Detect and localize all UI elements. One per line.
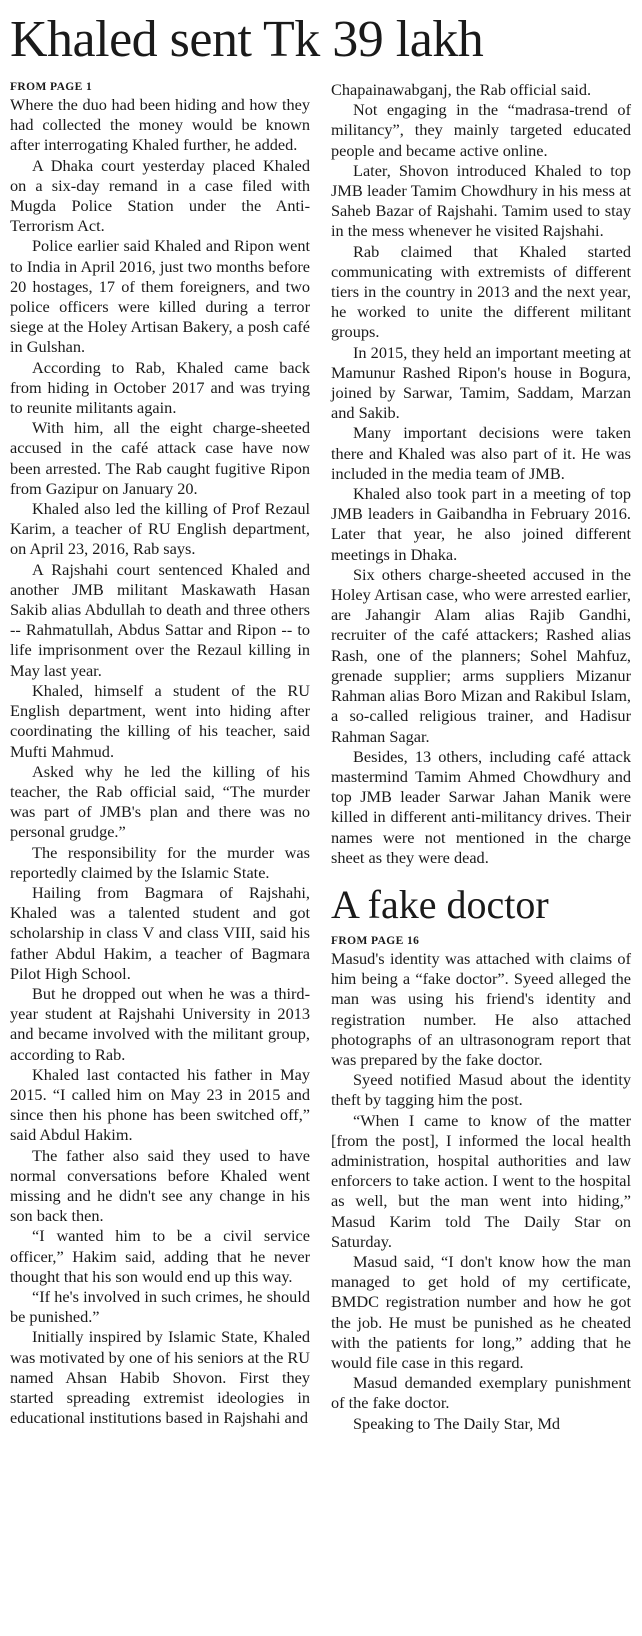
paragraph: Initially inspired by Islamic State, Khaled was motivated by one of his seniors at the RU named Ahsan Habib Shovon. First they started spreading extremist ideologies in educational institutions based in Rajshahi and: [10, 1327, 310, 1428]
paragraph: Khaled also led the killing of Prof Rezaul Karim, a teacher of RU English department, on April 23, 2016, Rab says.: [10, 499, 310, 559]
paragraph: Khaled last contacted his father in May 2015. “I called him on May 23 in 2015 and since then his phone has been switched off,” said Abdul Hakim.: [10, 1064, 310, 1145]
paragraph: The responsibility for the murder was reportedly claimed by the Islamic State.: [10, 842, 310, 882]
paragraph: Masud demanded exemplary punishment of the fake doctor.: [331, 1373, 631, 1413]
dateline: FROM PAGE 16: [331, 934, 420, 947]
paragraph: Masud's identity was attached with claims of him being a “fake doctor”. Syeed alleged the man was using his friend's identity and registration number. He also attached photographs of an ultrasonogram report that was prepared by the fake doctor.: [331, 948, 631, 1069]
paragraph: Syeed notified Masud about the identity theft by tagging him the post.: [331, 1070, 631, 1110]
paragraph: Asked why he led the killing of his teacher, the Rab official said, “The murder was part of JMB's plan and there was no personal grudge.”: [10, 761, 310, 842]
paragraph: Police earlier said Khaled and Ripon went to India in April 2016, just two months before 20 hostages, 17 of them foreigners, and two police officers were killed during a terror siege at the Holey Artisan Bakery, a posh café in Gulshan.: [10, 236, 310, 357]
paragraph: According to Rab, Khaled came back from hiding in October 2017 and was trying to reunite militants again.: [10, 357, 310, 418]
right-column: [331, 80, 631, 1434]
paragraph: Later, Shovon introduced Khaled to top JMB leader Tamim Chowdhury in his mess at Saheb Bazar of Rajshahi. Tamim used to stay in the mess whenever he visited Rajshahi.: [331, 160, 631, 241]
dateline: FROM PAGE 1: [10, 81, 93, 93]
paragraph: Many important decisions were taken there and Khaled was also part of it. He was included in the media team of JMB.: [331, 423, 631, 483]
paragraph: Rab claimed that Khaled started communicating with extremists of different tiers in the country in 2013 and the next year, he worked to unite the different militant groups.: [331, 241, 631, 342]
paragraph: “When I came to know of the matter [from the post], I informed the local health administration, hospital authorities and law enforcers to take action. I went to the hospital as well, but the man went into hiding,” Masud Karim told The Daily Star on Saturday.: [331, 1110, 631, 1251]
paragraph: The father also said they used to have normal conversations before Khaled went missing and he didn't see any change in his son back then.: [10, 1145, 310, 1226]
paragraph: Besides, 13 others, including café attack mastermind Tamim Ahmed Chowdhury and top JMB leader Sarwar Jahan Manik were killed in different anti-militancy drives. Their names were not mentioned in the charge sheet as they were dead.: [331, 746, 631, 867]
paragraph: A Dhaka court yesterday placed Khaled on a six-day remand in a case filed with Mugda Police Station under the Anti-Terrorism Act.: [10, 155, 310, 236]
paragraph: Khaled also took part in a meeting of top JMB leaders in Gaibandha in February 2016. Later that year, he also joined different meetings in Dhaka.: [331, 484, 631, 564]
paragraph: But he dropped out when he was a third-year student at Rajshahi University in 2013 and became involved with the militant group, according to Rab.: [10, 983, 310, 1064]
paragraph: Six others charge-sheeted accused in the Holey Artisan case, who were arrested earlier, are Jahangir Alam alias Rajib Gandhi, recruiter of the café attackers; Rashed alias Rash, one of the planners; Sohel Mahfuz, grenade supplier; arms suppliers Mizanur Rahman alias Boro Mizan and Rakibul Islam, a so-called religious trainer, and Hadisur Rahman Sagar.: [331, 564, 631, 746]
paragraph: In 2015, they held an important meeting at Mamunur Rashed Ripon's house in Bogura, joined by Sarwar, Tamim, Saddam, Marzan and Sakib.: [331, 342, 631, 423]
paragraph: “I wanted him to be a civil service officer,” Hakim said, adding that he never thought that his son would end up this way.: [10, 1226, 310, 1286]
second-article-headline: A fake doctor: [331, 881, 549, 927]
paragraph: A Rajshahi court sentenced Khaled and another JMB militant Maskawath Hasan Sakib alias Abdullah to death and three others -- Rahmatullah, Abdus Sattar and Ripon -- to life imprisonment over the Rezaul killing in May last year.: [10, 559, 310, 680]
paragraph: Khaled, himself a student of the RU English department, went into hiding after coordinating the killing of his teacher, said Mufti Mahmud.: [10, 680, 310, 761]
paragraph: Speaking to The Daily Star, Md: [353, 1413, 561, 1433]
paragraph: Chapainawabganj, the Rab official said.: [331, 80, 592, 99]
left-column: [10, 80, 310, 1428]
paragraph: Not engaging in the “madrasa-trend of militancy”, they mainly targeted educated people and became active online.: [331, 100, 631, 160]
article-headline: Khaled sent Tk 39 lakh: [10, 11, 484, 68]
paragraph: Hailing from Bagmara of Rajshahi, Khaled was a talented student and got scholarship in class V and class VIII, said his father Abdul Hakim, a teacher of Bagmara Pilot High School.: [10, 882, 310, 983]
paragraph: Where the duo had been hiding and how they had collected the money would be known after interrogating Khaled further, he added.: [10, 95, 310, 155]
paragraph: “If he's involved in such crimes, he should be punished.”: [10, 1286, 310, 1327]
paragraph: Masud said, “I don't know how the man managed to get hold of my certificate, BMDC registration number and how he got the job. He must be punished as he cheated with the patients for long,” adding that he would file case in this regard.: [331, 1251, 631, 1372]
paragraph: With him, all the eight charge-sheeted accused in the café attack case have now been arrested. The Rab caught fugitive Ripon from Gazipur on January 20.: [10, 418, 310, 498]
